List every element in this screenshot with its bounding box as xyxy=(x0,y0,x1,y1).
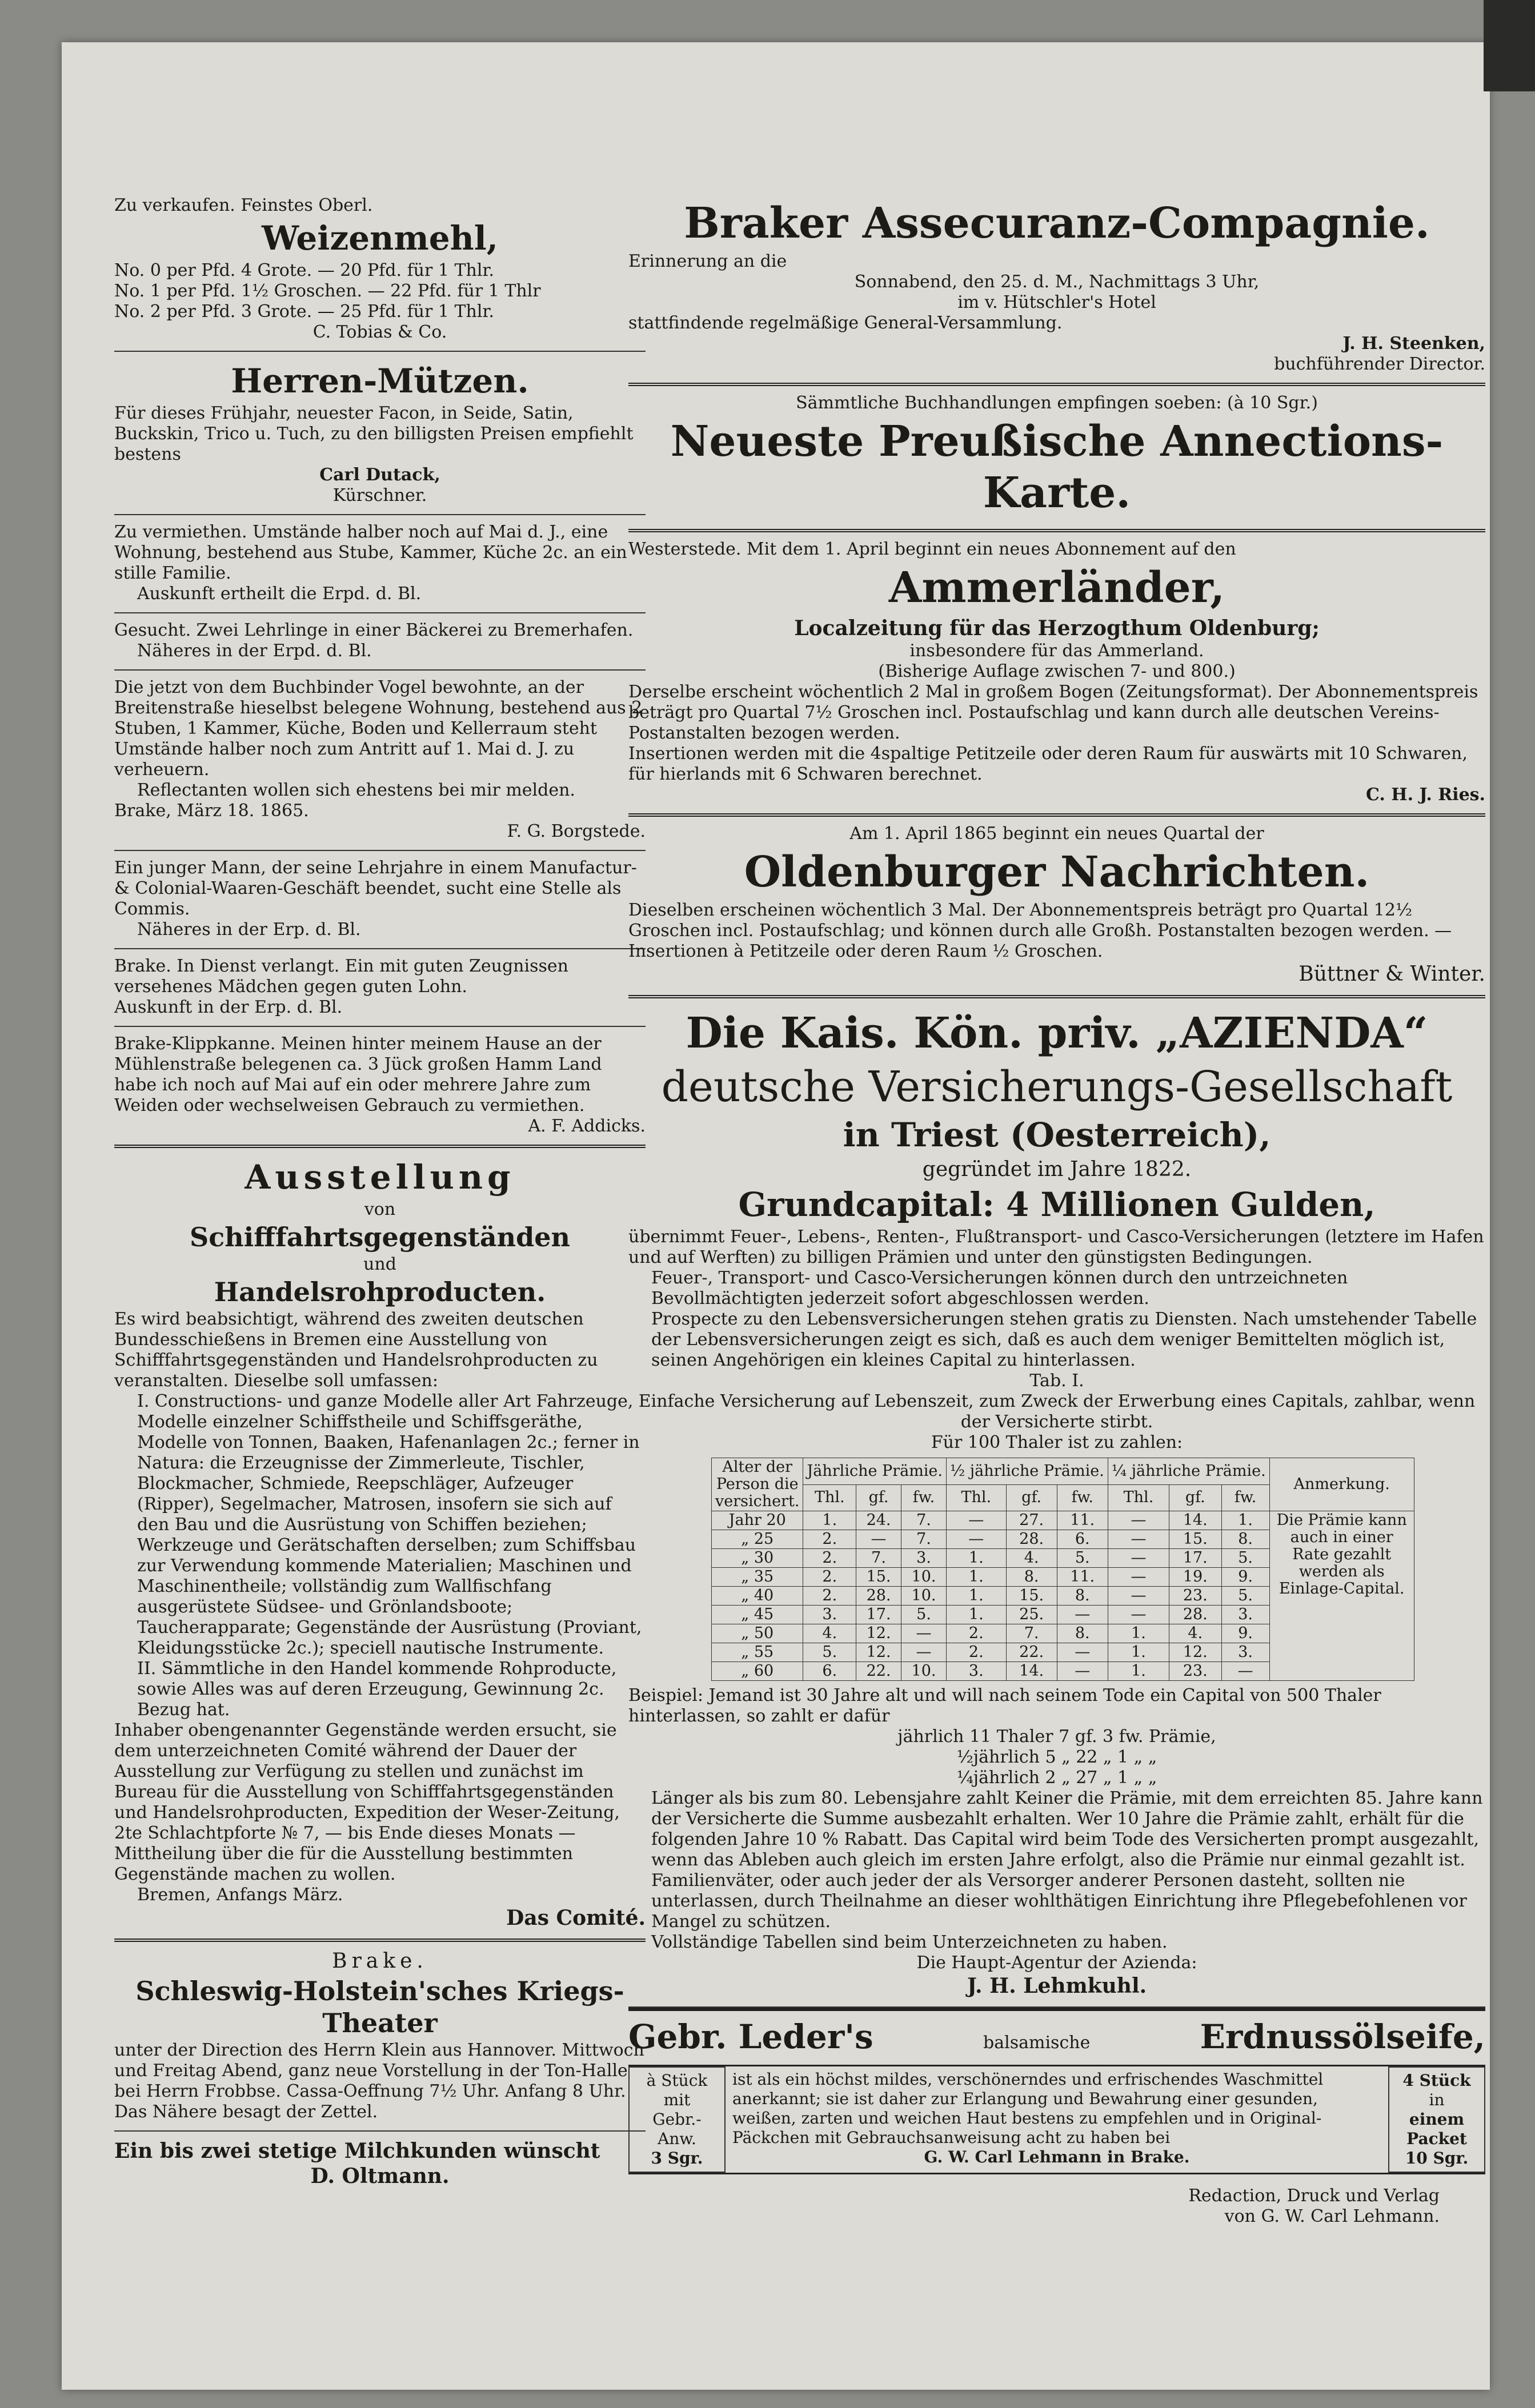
weizen-line: No. 0 per Pfd. 4 Grote. — 20 Pfd. für 1 Thlr. xyxy=(114,260,494,280)
ausstellung-t2: Schifffahrtsgegenständen xyxy=(190,1222,570,1253)
braker-role: buchführender Director. xyxy=(1274,354,1485,374)
oldenburger-title: Oldenburger Nachrichten. xyxy=(744,848,1370,897)
maedchen-info: Auskunft in der Erp. d. Bl. xyxy=(114,997,343,1017)
table-cell: 4. xyxy=(1006,1549,1057,1568)
table-cell: 12. xyxy=(856,1624,901,1643)
table-cell: 3. xyxy=(901,1549,947,1568)
header-half: ½ jährliche Prämie. xyxy=(947,1458,1108,1485)
table-cell: 5. xyxy=(803,1643,856,1662)
table-cell: 3. xyxy=(947,1662,1007,1681)
table-cell: 4. xyxy=(803,1624,856,1643)
table-cell: 11. xyxy=(1057,1568,1108,1587)
braker-title: Braker Assecuranz-Compagnie. xyxy=(684,199,1430,248)
seife-body xyxy=(628,2065,1485,2174)
table-cell: 1. xyxy=(803,1511,856,1530)
ad-lehrlinge xyxy=(114,613,646,671)
ad-ammerlaender xyxy=(628,532,1485,817)
table-note: Die Prämie kann auch in einer Rate gezahlt werden als Einlage-Capital. xyxy=(1269,1511,1414,1681)
ad-wohnung xyxy=(114,671,646,851)
weizen-line: No. 1 per Pfd. 1½ Groschen. — 22 Pfd. für 1 Thlr xyxy=(114,281,541,301)
ad-theater xyxy=(114,1942,646,2132)
ad-maedchen xyxy=(114,949,646,1027)
table-cell: 12. xyxy=(856,1643,901,1662)
table-cell: 7. xyxy=(901,1511,947,1530)
right-column xyxy=(628,188,1485,2227)
table-cell: 8. xyxy=(1006,1568,1057,1587)
table-cell: 1. xyxy=(947,1549,1007,1568)
table-cell: 1. xyxy=(947,1568,1007,1587)
azienda-text3: Prospecte zu den Lebensversicherungen stehen gratis zu Diensten. Nach umstehender Tabelle der Lebensversicherungen zeigt es sich, daß es auch dem weniger Bemittelten möglich ist, seinen Angehörigen ein kleines Capital zu hinterlassen. xyxy=(651,1309,1477,1370)
table-cell: 22. xyxy=(856,1662,901,1681)
table-cell: 7. xyxy=(856,1549,901,1568)
table-cell: 1. xyxy=(1108,1624,1169,1643)
vermiethen-text: Zu vermiethen. Umstände halber noch auf Mai d. J., eine Wohnung, bestehend aus Stube, Kammer, Küche 2c. an ein stille Familie. xyxy=(114,522,627,583)
table-cell: „ 25 xyxy=(712,1530,803,1549)
ammerlaender-text: Derselbe erscheint wöchentlich 2 Mal in großem Bogen (Zeitungsformat). Der Abonnementspreis beträgt pro Quartal 7½ Groschen incl. Postaufschlag und kann durch alle deutschen Vereins-Postanstalten bezogen werden. xyxy=(628,682,1478,743)
mann-info: Näheres in der Erp. d. Bl. xyxy=(137,920,361,940)
table-cell: 5. xyxy=(901,1606,947,1624)
table-cell: — xyxy=(1108,1606,1169,1624)
muetzen-role: Kürschner. xyxy=(332,485,427,505)
vermiethen-info: Auskunft ertheilt die Erpd. d. Bl. xyxy=(137,584,422,604)
ausstellung-item2: II. Sämmtliche in den Handel kommende Rohproducte, sowie Alles was auf deren Erzeugung, Gewinnung 2c. Bezug hat. xyxy=(137,1659,617,1720)
table-cell: 3. xyxy=(1221,1606,1269,1624)
milch-text: Ein bis zwei stetige Milchkunden wünscht xyxy=(114,2139,600,2163)
ausstellung-t3: Handelsrohproducten. xyxy=(214,1277,546,1307)
table-cell: 9. xyxy=(1221,1568,1269,1587)
table-cell: 15. xyxy=(856,1568,901,1587)
table-cell: — xyxy=(901,1643,947,1662)
klippkanne-signature: A. F. Addicks. xyxy=(528,1116,646,1136)
table-cell: — xyxy=(1108,1549,1169,1568)
klippkanne-text: Brake-Klippkanne. Meinen hinter meinem Hause an der Mühlenstraße belegenen ca. 3 Jück großen Hamm Land habe ich noch auf Mai auf ein oder mehrere Jahre zum Weiden oder wechselweisen Gebrauch zu vermiethen. xyxy=(114,1034,602,1115)
table-cell: „ 50 xyxy=(712,1624,803,1643)
table-cell: 2. xyxy=(803,1587,856,1606)
azienda-text7: Die Haupt-Agentur der Azienda: xyxy=(916,1953,1197,1973)
ausstellung-und: und xyxy=(363,1254,396,1274)
imprint xyxy=(628,2186,1485,2227)
header-unit: Thl. xyxy=(1108,1484,1169,1511)
muetzen-title: Herren-Mützen. xyxy=(231,362,529,400)
table-cell: 1. xyxy=(1108,1662,1169,1681)
table-cell: — xyxy=(1108,1511,1169,1530)
header-unit: Thl. xyxy=(803,1484,856,1511)
table-body xyxy=(712,1511,1414,1681)
table-cell: 23. xyxy=(1169,1587,1221,1606)
table-cell: 6. xyxy=(803,1662,856,1681)
table-cell: 15. xyxy=(1169,1530,1221,1549)
table-cell: 28. xyxy=(1006,1530,1057,1549)
ausstellung-place: Bremen, Anfangs März. xyxy=(137,1885,343,1905)
table-cell: — xyxy=(856,1530,901,1549)
header-quarter: ¼ jährliche Prämie. xyxy=(1108,1458,1269,1485)
table-cell: 25. xyxy=(1006,1606,1057,1624)
azienda-text6: Vollständige Tabellen sind beim Unterzeichneten zu haben. xyxy=(651,1932,1168,1952)
braker-l3: im v. Hütschler's Hotel xyxy=(957,292,1156,312)
table-cell: 12. xyxy=(1169,1643,1221,1662)
ausstellung-text: Inhaber obengenannter Gegenstände werden ersucht, sie dem unterzeichneten Comité während der Dauer der Ausstellung zur Verfügung zu stellen und zunächst im Bureau für die Ausstellung von Schifffahrtsgegenständen und Handelsrohproducten, Expedition der Weser-Zeitung, 2te Schlachtpforte № 7, — bis Ende dieses Monats — Mittheilung über die für die Ausstellung bestimmten Gegenstände machen zu wollen. xyxy=(114,1720,620,1884)
ad-braker-assecuranz xyxy=(628,188,1485,386)
table-cell: 24. xyxy=(856,1511,901,1530)
azienda-text2: Feuer-, Transport- und Casco-Versicherungen können durch den untrzeichneten Bevollmächtigten jederzeit sofort abgeschlossen werden. xyxy=(651,1268,1348,1309)
premium-table xyxy=(711,1458,1414,1681)
table-cell: „ 35 xyxy=(712,1568,803,1587)
table-cell: 2. xyxy=(803,1568,856,1587)
header-yearly: Jährliche Prämie. xyxy=(803,1458,947,1485)
azienda-text: übernimmt Feuer-, Lebens-, Renten-, Flußtransport- und Casco-Versicherungen (letztere im Hafen und auf Werften) zu billigen Prämien und unter den günstigsten Bedingungen. xyxy=(628,1227,1484,1267)
ad-ausstellung xyxy=(114,1148,646,1942)
braker-signature: J. H. Steenken, xyxy=(1342,334,1485,354)
table-cell: 2. xyxy=(947,1624,1007,1643)
table-cell: 5. xyxy=(1221,1587,1269,1606)
wohnung-signature: F. G. Borgstede. xyxy=(507,821,646,841)
table-cell: 5. xyxy=(1057,1549,1108,1568)
muetzen-text: Für dieses Frühjahr, neuester Facon, in Seide, Satin, Buckskin, Trico u. Tuch, zu den billigsten Preisen empfiehlt bestens xyxy=(114,403,634,464)
ammerlaender-text2: Insertionen werden mit die 4spaltige Petitzeile oder deren Raum für auswärts mit 10 Schwaren, für hierlands mit 6 Schwaren berechnet. xyxy=(628,744,1468,784)
table-cell: 28. xyxy=(1169,1606,1221,1624)
table-cell: 15. xyxy=(1006,1587,1057,1606)
table-cell: 10. xyxy=(901,1587,947,1606)
seife-title: Erdnussölseife, xyxy=(1200,2017,1485,2056)
theater-town: Brake. xyxy=(332,1949,428,1973)
header-unit: gf. xyxy=(856,1484,901,1511)
left-column xyxy=(114,188,646,2197)
table-cell: Jahr 20 xyxy=(712,1511,803,1530)
table-cell: — xyxy=(1108,1530,1169,1549)
table-cell: 3. xyxy=(1221,1643,1269,1662)
table-cell: 8. xyxy=(1057,1624,1108,1643)
table-cell: 10. xyxy=(901,1662,947,1681)
muetzen-name: Carl Dutack, xyxy=(319,465,440,485)
ausstellung-von: von xyxy=(364,1199,396,1219)
seife-header xyxy=(628,2008,1485,2059)
mann-text: Ein junger Mann, der seine Lehrjahre in einem Manufactur- & Colonial-Waaren-Geschäft beendet, sucht eine Stelle als Commis. xyxy=(114,858,637,919)
table-cell: 4. xyxy=(1169,1624,1221,1643)
beispiel-3: ¼jährlich 2 „ 27 „ 1 „ „ xyxy=(956,1768,1157,1788)
table-cell: — xyxy=(1108,1587,1169,1606)
ausstellung-signature: Das Comité. xyxy=(506,1906,646,1930)
table-cell: 28. xyxy=(856,1587,901,1606)
braker-l1: Erinnerung an die xyxy=(628,251,787,271)
table-cell: 8. xyxy=(1221,1530,1269,1549)
table-cell: 8. xyxy=(1057,1587,1108,1606)
weizen-line: No. 2 per Pfd. 3 Grote. — 25 Pfd. für 1 Thlr. xyxy=(114,302,494,322)
table-cell: — xyxy=(1057,1643,1108,1662)
ausstellung-title: Ausstellung xyxy=(245,1158,515,1197)
ausstellung-item1: I. Constructions- und ganze Modelle aller Art Fahrzeuge, Modelle einzelner Schiffstheile und Schiffsgeräthe, Modelle von Tonnen, Baaken, Hafenanlagen 2c.; ferner in Natura: die Erzeugnisse der Zimmerleute, Tischler, Blockmacher, Schmiede, Reepschläger, Aufzeuger (Ripper), Segelmacher, Matrosen, insofern sie sich auf den Bau und die Ausrüstung von Schiffen beziehen; Werkzeuge und Gerätschaften derselben; zum Schiffsbau zur Verwendung kommende Materialien; Maschinen und Maschinentheile; vollständig zum Wallfischfang ausgerüstete Südsee- und Grönlandsboote; Taucherapparate; Gegenstände der Ausrüstung (Proviant, Kleidungsstücke 2c.); speciell nautische Instrumente. xyxy=(137,1391,642,1658)
table-cell: 22. xyxy=(1006,1643,1057,1662)
table-cell: 1. xyxy=(947,1606,1007,1624)
table-cell: — xyxy=(947,1530,1007,1549)
header-note: Anmerkung. xyxy=(1269,1458,1414,1511)
ad-junger-mann xyxy=(114,851,646,949)
table-cell: — xyxy=(1108,1568,1169,1587)
wohnung-text: Die jetzt von dem Buchbinder Vogel bewohnte, an der Breitenstraße hieselbst belegene Wohnung, bestehend aus 2 Stuben, 1 Kammer, Küche, Boden und Kellerraum steht Umstände halber noch zum Antritt auf 1. Mai d. J. zu verheuern. xyxy=(114,677,643,780)
ad-vermiethen xyxy=(114,515,646,613)
ammerlaender-title: Ammerländer, xyxy=(888,563,1225,612)
braker-l4: stattfindende regelmäßige General-Versammlung. xyxy=(628,313,1063,333)
table-cell: 14. xyxy=(1169,1511,1221,1530)
header-unit: gf. xyxy=(1006,1484,1057,1511)
wohnung-place: Brake, März 18. 1865. xyxy=(114,801,309,821)
header-unit: fw. xyxy=(1057,1484,1108,1511)
ausstellung-intro: Es wird beabsichtigt, während des zweiten deutschen Bundesschießens in Bremen eine Ausstellung von Schifffahrtsgegenständen und Handelsrohproducten zu veranstalten. Dieselbe soll umfassen: xyxy=(114,1309,598,1391)
ad-klippkanne xyxy=(114,1027,646,1148)
wohnung-text2: Reflectanten wollen sich ehestens bei mir melden. xyxy=(137,780,575,800)
ad-annections-karte xyxy=(628,386,1485,532)
beispiel: Beispiel: Jemand ist 30 Jahre alt und will nach seinem Tode ein Capital von 500 Thaler hinterlassen, so zahlt er dafür xyxy=(628,1685,1381,1726)
ad-weizenmehl xyxy=(114,188,646,352)
imprint-line: von G. W. Carl Lehmann. xyxy=(1224,2206,1440,2226)
seife-right-price: 10 Sgr. xyxy=(1405,2149,1469,2168)
seife-left-line: Gebr.-Anw. xyxy=(652,2110,702,2148)
weizen-signature: C. Tobias & Co. xyxy=(312,322,447,342)
oldenburger-signature: Büttner & Winter. xyxy=(1298,962,1485,986)
ad-erdnussoelseife xyxy=(628,2008,1485,2174)
table-cell: 1. xyxy=(1108,1643,1169,1662)
table-cell: „ 60 xyxy=(712,1662,803,1681)
table-cell: „ 40 xyxy=(712,1587,803,1606)
table-cell: 27. xyxy=(1006,1511,1057,1530)
ad-herren-muetzen xyxy=(114,352,646,515)
ammerlaender-signature: C. H. J. Ries. xyxy=(1366,785,1485,805)
header-unit: fw. xyxy=(901,1484,947,1511)
imprint-line: Redaction, Druck und Verlag xyxy=(1188,2186,1440,2206)
table-cell: 9. xyxy=(1221,1624,1269,1643)
maedchen-text: Brake. In Dienst verlangt. Ein mit guten Zeugnissen versehenes Mädchen gegen guten Lohn. xyxy=(114,956,568,997)
ad-azienda xyxy=(628,998,1485,2008)
table-cell: „ 30 xyxy=(712,1549,803,1568)
table-cell: 19. xyxy=(1169,1568,1221,1587)
seife-right-line: einem Packet xyxy=(1406,2110,1467,2148)
ammerlaender-sub3: (Bisherige Auflage zwischen 7- und 800.) xyxy=(878,661,1236,681)
table-title: Tab. I. xyxy=(1029,1371,1084,1391)
azienda-text4: Länger als bis zum 80. Lebensjahre zahlt Keiner die Prämie, mit dem erreichten 85. Jahre kann der Versicherte die Summe ausbezahlt erhalten. Wer 10 Jahre die Prämie zahlt, erhält für die folgenden Jahre 10 % Rabatt. Das Capital wird beim Tode des Versicherten prompt ausgezahlt, wenn das Ableben auch gleich im ersten Jahre erfolgt, also die Prämie nur einmal gezahlt ist. xyxy=(651,1788,1483,1870)
ammerlaender-intro: Westerstede. Mit dem 1. April beginnt ein neues Abonnement auf den xyxy=(628,539,1236,559)
table-cell: „ 55 xyxy=(712,1643,803,1662)
table-cell: 2. xyxy=(947,1643,1007,1662)
header-unit: gf. xyxy=(1169,1484,1221,1511)
azienda-signature: J. H. Lehmkuhl. xyxy=(967,1974,1147,1998)
seife-right-line: in xyxy=(1429,2090,1445,2109)
ad-milchkunden xyxy=(114,2132,646,2197)
seife-left-box xyxy=(628,2066,726,2173)
table-cell: 7. xyxy=(1006,1624,1057,1643)
table-cell: 3. xyxy=(803,1606,856,1624)
table-cell: 6. xyxy=(1057,1530,1108,1549)
seife-right-box xyxy=(1388,2066,1485,2173)
theater-text: unter der Direction des Herrn Klein aus Hannover. Mittwoch und Freitag Abend, ganz neue Vorstellung in der Ton-Halle bei Herrn Frobbse. Cassa-Oeffnung 7½ Uhr. Anfang 8 Uhr. Das Nähere besagt der Zettel. xyxy=(114,2040,644,2122)
azienda-t2: deutsche Versicherungs-Gesellschaft xyxy=(661,1062,1453,1111)
seife-text: ist als ein höchst mildes, verschönerndes und erfrischendes Waschmittel anerkannt; sie ist daher zur Erlangung und Bewahrung einer gesunden, weißen, zarten und weichen Haut bestens zu empfehlen und in Original-Päckchen mit Gebrauchsanweisung acht zu haben bei xyxy=(732,2070,1324,2147)
table-cell: 23. xyxy=(1169,1662,1221,1681)
header-unit: Thl. xyxy=(947,1484,1007,1511)
table-cell: 10. xyxy=(901,1568,947,1587)
table-row xyxy=(712,1511,1414,1530)
seife-brand: Gebr. Leder's xyxy=(628,2017,873,2056)
seife-left-price: 3 Sgr. xyxy=(651,2149,703,2168)
ammerlaender-sub2: insbesondere für das Ammerland. xyxy=(909,641,1204,661)
seife-right-line: 4 Stück xyxy=(1402,2071,1471,2090)
karte-title: Neueste Preußische Annections-Karte. xyxy=(670,417,1444,517)
beispiel-1: jährlich 11 Thaler 7 gf. 3 fw. Prämie, xyxy=(897,1727,1216,1747)
karte-intro: Sämmtliche Buchhandlungen empfingen soeben: (à 10 Sgr.) xyxy=(796,393,1318,413)
seife-balsam: balsamische xyxy=(983,2033,1091,2053)
table-cell: 2. xyxy=(803,1530,856,1549)
table-cell: 7. xyxy=(901,1530,947,1549)
weizen-intro: Zu verkaufen. Feinstes Oberl. xyxy=(114,195,373,215)
seife-seller: G. W. Carl Lehmann in Brake. xyxy=(924,2148,1190,2166)
table-cell: — xyxy=(1057,1662,1108,1681)
azienda-title: Die Kais. Kön. priv. „AZIENDA“ xyxy=(686,1009,1428,1058)
azienda-t3: in Triest (Oesterreich), xyxy=(843,1115,1271,1154)
table-header-row xyxy=(712,1458,1414,1485)
table-cell: 14. xyxy=(1006,1662,1057,1681)
beispiel-2: ½jährlich 5 „ 22 „ 1 „ „ xyxy=(956,1747,1157,1767)
table-cell: „ 45 xyxy=(712,1606,803,1624)
header-age: Alter der Person die versichert. xyxy=(712,1458,803,1511)
lehrlinge-text: Gesucht. Zwei Lehrlinge in einer Bäckerei zu Bremerhafen. xyxy=(114,620,634,640)
table-cell: 1. xyxy=(1221,1511,1269,1530)
ammerlaender-sub: Localzeitung für das Herzogthum Oldenburg; xyxy=(794,616,1320,640)
milch-signature: D. Oltmann. xyxy=(310,2164,450,2188)
table-cell: 11. xyxy=(1057,1511,1108,1530)
table-cell: 17. xyxy=(1169,1549,1221,1568)
seife-left-line: mit xyxy=(663,2090,691,2109)
azienda-text5: Familienväter, oder auch jeder der als Versorger anderer Personen dasteht, sollten nie unterlassen, durch Theilnahme an dieser wohlthätigen Einrichtung ihre Pflegebefohlenen vor Mangel zu schützen. xyxy=(651,1871,1467,1932)
table-cell: — xyxy=(1057,1606,1108,1624)
table-cell: 17. xyxy=(856,1606,901,1624)
table-cell: — xyxy=(1221,1662,1269,1681)
table-cell: 1. xyxy=(947,1587,1007,1606)
azienda-t4: gegründet im Jahre 1822. xyxy=(922,1158,1192,1181)
table-cell: — xyxy=(947,1511,1007,1530)
header-unit: fw. xyxy=(1221,1484,1269,1511)
lehrlinge-info: Näheres in der Erpd. d. Bl. xyxy=(137,641,372,661)
ad-oldenburger-nachrichten xyxy=(628,817,1485,998)
table-subtitle: Einfache Versicherung auf Lebenszeit, zum Zweck der Erwerbung eines Capitals, zahlbar, wenn der Versicherte stirbt. xyxy=(638,1391,1476,1432)
azienda-t5: Grundcapital: 4 Millionen Gulden, xyxy=(738,1185,1376,1224)
weizen-title: Weizenmehl, xyxy=(261,219,498,258)
oldenburger-intro: Am 1. April 1865 beginnt ein neues Quartal der xyxy=(849,824,1264,844)
seife-text-block xyxy=(726,2066,1388,2173)
table-cell: 2. xyxy=(803,1549,856,1568)
page-edge-tab xyxy=(1484,0,1535,91)
seife-left-line: à Stück xyxy=(646,2071,708,2090)
table-cell: 5. xyxy=(1221,1549,1269,1568)
table-subtitle2: Für 100 Thaler ist zu zahlen: xyxy=(931,1432,1183,1452)
oldenburger-text: Dieselben erscheinen wöchentlich 3 Mal. Der Abonnementspreis beträgt pro Quartal 12½ Groschen incl. Postaufschlag; und können durch alle Großh. Postanstalten bezogen werden. — Insertionen à Petitzeile oder deren Raum ½ Groschen. xyxy=(628,900,1452,961)
theater-title: Schleswig-Holstein'sches Kriegs-Theater xyxy=(135,1976,624,2038)
braker-l2: Sonnabend, den 25. d. M., Nachmittags 3 Uhr, xyxy=(854,272,1260,292)
table-cell: — xyxy=(901,1624,947,1643)
